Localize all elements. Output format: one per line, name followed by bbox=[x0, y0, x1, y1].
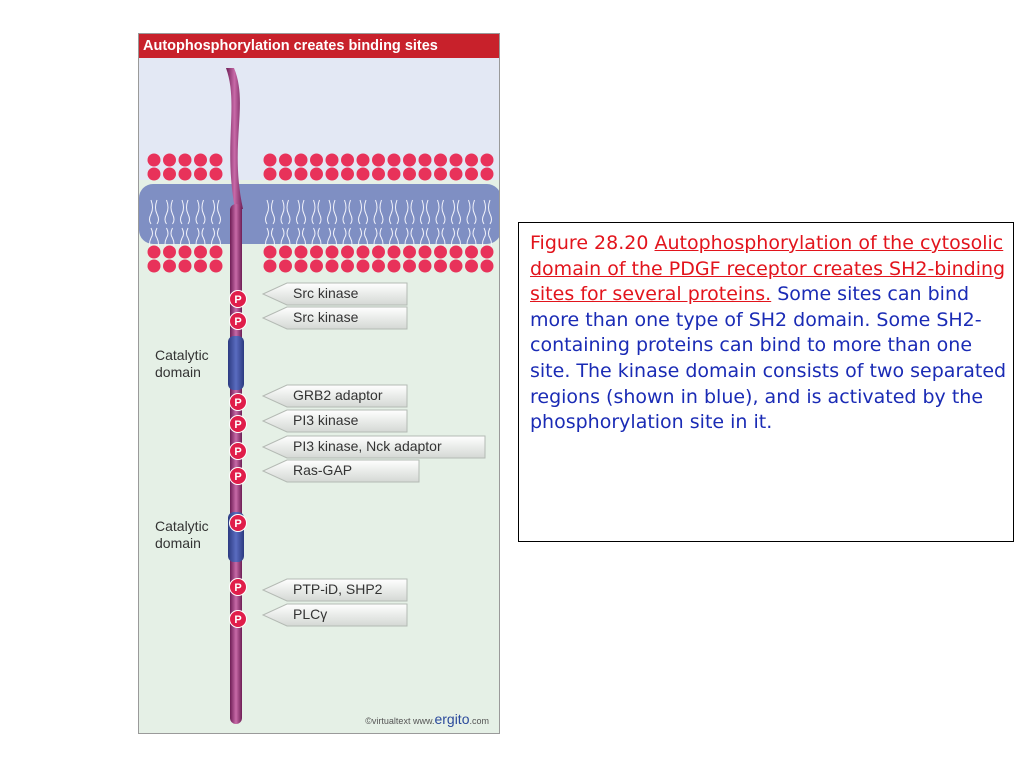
phospho-site-label: P bbox=[234, 614, 242, 626]
lipid-head bbox=[388, 154, 401, 167]
lipid-head bbox=[326, 260, 339, 273]
binding-label: PTP-iD, SHP2 bbox=[293, 581, 383, 597]
lipid-head bbox=[465, 246, 478, 259]
lipid-head bbox=[310, 154, 323, 167]
binding-label: PLCγ bbox=[293, 606, 328, 622]
phospho-site-label: P bbox=[234, 582, 242, 594]
lipid-head bbox=[264, 260, 277, 273]
lipid-head bbox=[264, 246, 277, 259]
lipid-head bbox=[163, 246, 176, 259]
lipid-head bbox=[194, 154, 207, 167]
lipid-head bbox=[388, 168, 401, 181]
lipid-head bbox=[179, 246, 192, 259]
lipid-head bbox=[295, 260, 308, 273]
lipid-head bbox=[465, 260, 478, 273]
binding-label: Src kinase bbox=[293, 285, 359, 301]
lipid-head bbox=[194, 246, 207, 259]
lipid-head bbox=[388, 260, 401, 273]
phospho-site-label: P bbox=[234, 316, 242, 328]
catalytic-domain-label-1 bbox=[155, 347, 227, 381]
lipid-head bbox=[148, 260, 161, 273]
lipid-head bbox=[403, 260, 416, 273]
lipid-head bbox=[179, 154, 192, 167]
lipid-head bbox=[264, 168, 277, 181]
lipid-head bbox=[148, 246, 161, 259]
binding-label: GRB2 adaptor bbox=[293, 387, 383, 403]
lipid-head bbox=[450, 168, 463, 181]
lipid-head bbox=[372, 246, 385, 259]
lipid-head bbox=[279, 154, 292, 167]
pdgf-receptor-figure bbox=[138, 33, 500, 734]
lipid-head bbox=[341, 246, 354, 259]
binding-label: PI3 kinase bbox=[293, 412, 359, 428]
lipid-head bbox=[163, 260, 176, 273]
lipid-head bbox=[481, 260, 494, 273]
lipid-head bbox=[210, 168, 223, 181]
lipid-head bbox=[450, 154, 463, 167]
lipid-head bbox=[148, 154, 161, 167]
lipid-head bbox=[434, 168, 447, 181]
lipid-head bbox=[179, 168, 192, 181]
lipid-head bbox=[148, 168, 161, 181]
credit-brand: ergito bbox=[434, 711, 470, 727]
lipid-head bbox=[357, 260, 370, 273]
lipid-head bbox=[419, 246, 432, 259]
phospho-site-label: P bbox=[234, 419, 242, 431]
lipid-head bbox=[210, 246, 223, 259]
catalytic-domain-1 bbox=[228, 336, 244, 390]
lipid-head bbox=[326, 154, 339, 167]
lipid-head bbox=[388, 246, 401, 259]
binding-label: Src kinase bbox=[293, 309, 359, 325]
lipid-head bbox=[295, 154, 308, 167]
lipid-head bbox=[194, 260, 207, 273]
lipid-head bbox=[372, 154, 385, 167]
lipid-head bbox=[465, 168, 478, 181]
phospho-site-label: P bbox=[234, 471, 242, 483]
receptor-diagram bbox=[139, 34, 500, 734]
lipid-head bbox=[357, 246, 370, 259]
lipid-head bbox=[419, 168, 432, 181]
lipid-head bbox=[341, 168, 354, 181]
lipid-head bbox=[295, 246, 308, 259]
lipid-head bbox=[403, 168, 416, 181]
binding-label: Ras-GAP bbox=[293, 462, 353, 478]
lipid-head bbox=[481, 168, 494, 181]
credit-prefix: ©virtualtext www. bbox=[365, 716, 435, 726]
catalytic-domain-label-text: Catalytic domain bbox=[155, 347, 209, 380]
lipid-head bbox=[210, 260, 223, 273]
lipid-head bbox=[357, 154, 370, 167]
lipid-head bbox=[279, 260, 292, 273]
lipid-head bbox=[295, 168, 308, 181]
caption-body: Some sites can bind more than one type of SH2 domain. Some SH2-containing proteins can bind to more than one site. The kinase domain consists of two separated regions (shown in blue), and is activated by the phosphorylation site in it. bbox=[530, 283, 1007, 434]
lipid-head bbox=[434, 260, 447, 273]
lipid-head bbox=[481, 246, 494, 259]
lipid-head bbox=[310, 246, 323, 259]
lipid-head bbox=[279, 246, 292, 259]
lipid-head bbox=[163, 168, 176, 181]
figure-title: Autophosphorylation creates binding sites bbox=[139, 34, 499, 58]
phospho-site-label: P bbox=[234, 294, 242, 306]
figure-caption bbox=[518, 222, 1014, 542]
lipid-head bbox=[372, 260, 385, 273]
lipid-head bbox=[210, 154, 223, 167]
lipid-head bbox=[434, 154, 447, 167]
phospho-site-label: P bbox=[234, 446, 242, 458]
lipid-head bbox=[450, 260, 463, 273]
lipid-head bbox=[450, 246, 463, 259]
catalytic-domain-label-text: Catalytic domain bbox=[155, 518, 209, 551]
binding-arrow bbox=[263, 604, 407, 626]
lipid-head bbox=[419, 260, 432, 273]
phospho-site-label: P bbox=[234, 397, 242, 409]
receptor-chain bbox=[230, 204, 242, 724]
lipid-head bbox=[310, 168, 323, 181]
lipid-head bbox=[465, 154, 478, 167]
caption-figure-number: Figure 28.20 bbox=[530, 232, 649, 254]
lipid-head bbox=[481, 154, 494, 167]
lipid-head bbox=[403, 246, 416, 259]
caption-title: Autophosphorylation of the cytosolic domain of the PDGF receptor creates SH2-binding sites for several proteins. bbox=[530, 232, 1006, 306]
lipid-head bbox=[372, 168, 385, 181]
binding-label: PI3 kinase, Nck adaptor bbox=[293, 438, 442, 454]
lipid-head bbox=[194, 168, 207, 181]
lipid-head bbox=[434, 246, 447, 259]
lipid-head bbox=[310, 260, 323, 273]
lipid-head bbox=[279, 168, 292, 181]
lipid-head bbox=[179, 260, 192, 273]
catalytic-domain-label-2 bbox=[155, 518, 227, 552]
lipid-head bbox=[341, 154, 354, 167]
lipid-head bbox=[403, 154, 416, 167]
lipid-head bbox=[341, 260, 354, 273]
lipid-head bbox=[326, 168, 339, 181]
phospho-site-label: P bbox=[234, 518, 242, 530]
lipid-head bbox=[163, 154, 176, 167]
credit-suffix: .com bbox=[469, 716, 489, 726]
lipid-head bbox=[264, 154, 277, 167]
lipid-head bbox=[419, 154, 432, 167]
lipid-head bbox=[357, 168, 370, 181]
lipid-head bbox=[326, 246, 339, 259]
copyright-credit bbox=[365, 711, 489, 727]
